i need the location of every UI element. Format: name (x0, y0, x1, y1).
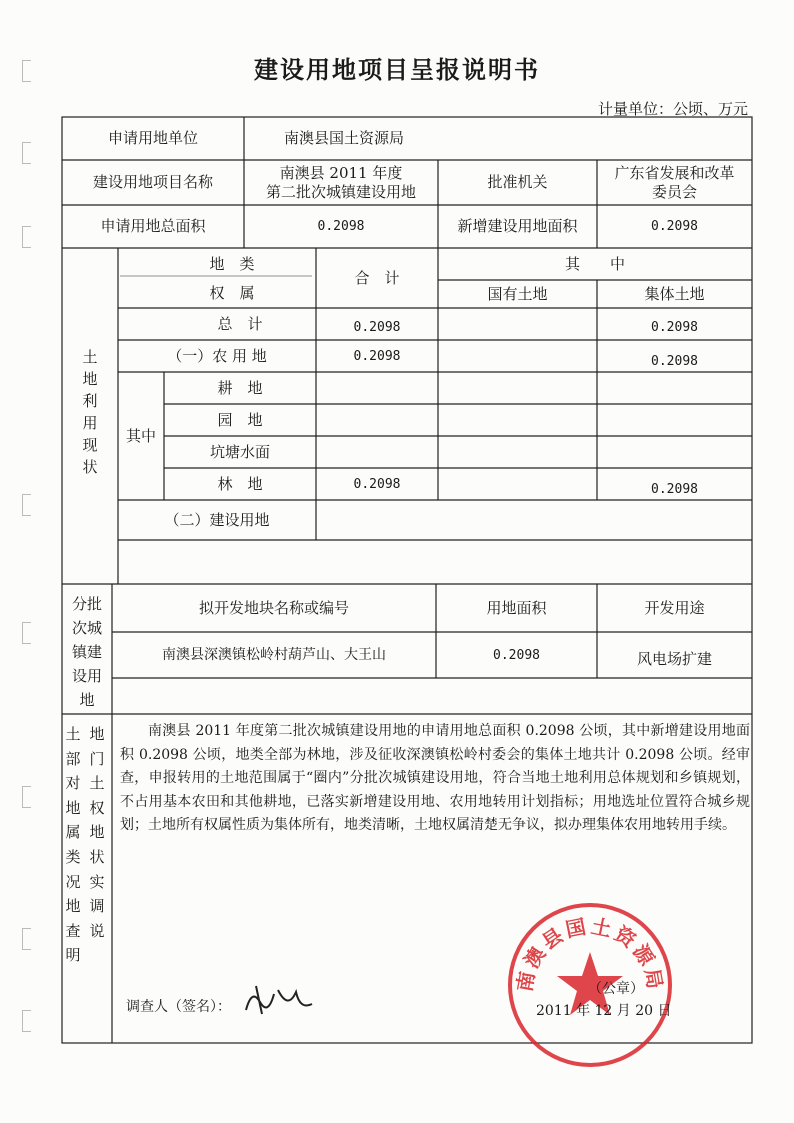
among-label: 其中 (125, 426, 156, 445)
head-parcel-area: 用地面积 (486, 598, 547, 617)
head-ownership: 权 属 (209, 283, 255, 302)
head-parcel-name: 拟开发地块名称或编号 (198, 598, 349, 617)
row-label: （二）建设用地 (164, 510, 270, 529)
label-char: 状 (89, 847, 105, 866)
label-chars: 设用 (71, 667, 102, 685)
row-total (316, 372, 438, 404)
total-area-label: 申请用地总面积 (100, 217, 206, 235)
label-chars: 分批 (71, 595, 102, 613)
row-label: 坑塘水面 (209, 442, 270, 461)
label-chars: 镇建 (71, 643, 102, 661)
row-state (438, 340, 597, 372)
row-label: 林 地 (217, 474, 263, 493)
row-collective: 0.2098 (651, 481, 698, 497)
seal-text: 南澳县国土资源局 (512, 913, 668, 994)
row-total: 0.2098 (353, 319, 401, 335)
row-state (438, 404, 597, 436)
label-char: 明 (65, 946, 81, 965)
row-collective (597, 436, 752, 468)
project-value (244, 160, 438, 205)
row-collective (597, 500, 752, 540)
row-label: 总 计 (217, 314, 263, 333)
head-parcel-use: 开发用途 (644, 598, 705, 617)
label-chars: 次城 (71, 619, 102, 637)
label-char: 地 (65, 798, 81, 817)
project-value-line1: 南澳县 2011 年度 (279, 163, 403, 182)
label-char: 查 (65, 921, 81, 940)
label-char: 实 (89, 872, 105, 891)
project-value-line2: 第二批次城镇建设用地 (265, 182, 416, 201)
label-char: 现 (82, 436, 98, 454)
label-char: 部 (65, 749, 81, 768)
head-collective-land: 集体土地 (644, 284, 705, 303)
seal-note: （公章） (588, 981, 644, 997)
page-title: 建设用地项目呈报说明书 (254, 55, 540, 84)
head-land-type: 地 类 (209, 254, 255, 273)
label-char: 说 (89, 921, 105, 940)
survey-date: 2011 年 12 月 20 日 (536, 1003, 672, 1019)
label-char: 门 (89, 749, 105, 768)
investigator-signature (240, 980, 320, 1020)
row-total: 0.2098 (353, 476, 401, 492)
total-area-value: 0.2098 (317, 219, 365, 234)
parcel-area: 0.2098 (493, 647, 540, 663)
row-total: 0.2098 (353, 348, 401, 364)
row-state (438, 468, 597, 500)
applicant-value: 南澳县国土资源局 (283, 129, 404, 147)
survey-section-label-col1 (60, 722, 86, 968)
row-total (316, 436, 438, 468)
row-collective (597, 372, 752, 404)
label-char: 状 (82, 458, 98, 476)
approval-label: 批准机关 (487, 173, 548, 191)
new-area-value: 0.2098 (651, 219, 698, 234)
head-among: 其 中 (564, 254, 625, 273)
measurement-unit: 计量单位：公顷、万元 (597, 100, 748, 118)
head-total: 合 计 (354, 268, 400, 287)
parcel-use: 风电场扩建 (636, 649, 712, 668)
label-char: 地 (89, 725, 105, 743)
row-total (316, 404, 438, 436)
new-area-label: 新增建设用地面积 (457, 217, 578, 235)
row-state (438, 372, 597, 404)
land-use-section-label (62, 346, 118, 478)
label-char: 属 (65, 823, 81, 842)
row-label: 耕 地 (217, 378, 263, 397)
parcel-name: 南澳县深澳镇松岭村葫芦山、大王山 (162, 646, 386, 663)
row-state (438, 436, 597, 468)
survey-section-label-col2 (84, 722, 110, 943)
approval-value-line1: 广东省发展和改革 (614, 163, 735, 182)
approval-value-line2: 委员会 (651, 182, 697, 201)
label-char: 地 (82, 370, 98, 388)
label-char: 对 (65, 774, 81, 793)
row-collective (597, 404, 752, 436)
survey-description: 南澳县 2011 年度第二批次城镇建设用地的申请用地总面积 0.2098 公顷，其中新增建设用地面积 0.2098 公顷，地类全部为林地，涉及征收深澳镇松岭村委会的集体土地共计 0.2098 公顷。经审查，申报转用的土地范围属于“圈内”分批次城镇建设用地，符合当地土地利用总体规划和乡镇规划，不占用基本农田和其他耕地，已落实新增建设用地、农用地转用计划指标；用地选址位置符合城乡规划；土地所有权属性质为集体所有，地类清晰，土地权属清楚无争议，拟办理集体农用地转用手续。 (120, 723, 750, 833)
row-collective: 0.2098 (651, 353, 698, 369)
label-char: 土 (82, 348, 98, 366)
label-char: 况 (65, 872, 81, 891)
row-state (438, 500, 597, 540)
row-state (438, 308, 597, 340)
label-char: 调 (89, 897, 105, 916)
label-chars: 地 (79, 691, 95, 709)
label-char: 权 (89, 798, 105, 817)
label-char: 利 (82, 392, 98, 410)
label-char: 土 (89, 774, 105, 793)
row-total (316, 500, 438, 540)
label-char: 类 (65, 847, 81, 866)
investigator-label: 调查人（签名）： (126, 999, 231, 1015)
batch-section-label (62, 592, 112, 712)
approval-value (597, 160, 752, 205)
head-state-land: 国有土地 (487, 284, 548, 303)
label-char: 土 (65, 725, 81, 743)
label-char: 地 (89, 823, 105, 842)
label-char: 用 (82, 414, 98, 432)
applicant-label: 申请用地单位 (107, 129, 198, 147)
project-label: 建设用地项目名称 (92, 173, 213, 191)
row-label: 园 地 (217, 410, 263, 429)
row-label: （一）农 用 地 (167, 346, 267, 365)
label-char: 地 (65, 897, 81, 916)
row-collective: 0.2098 (651, 319, 698, 335)
